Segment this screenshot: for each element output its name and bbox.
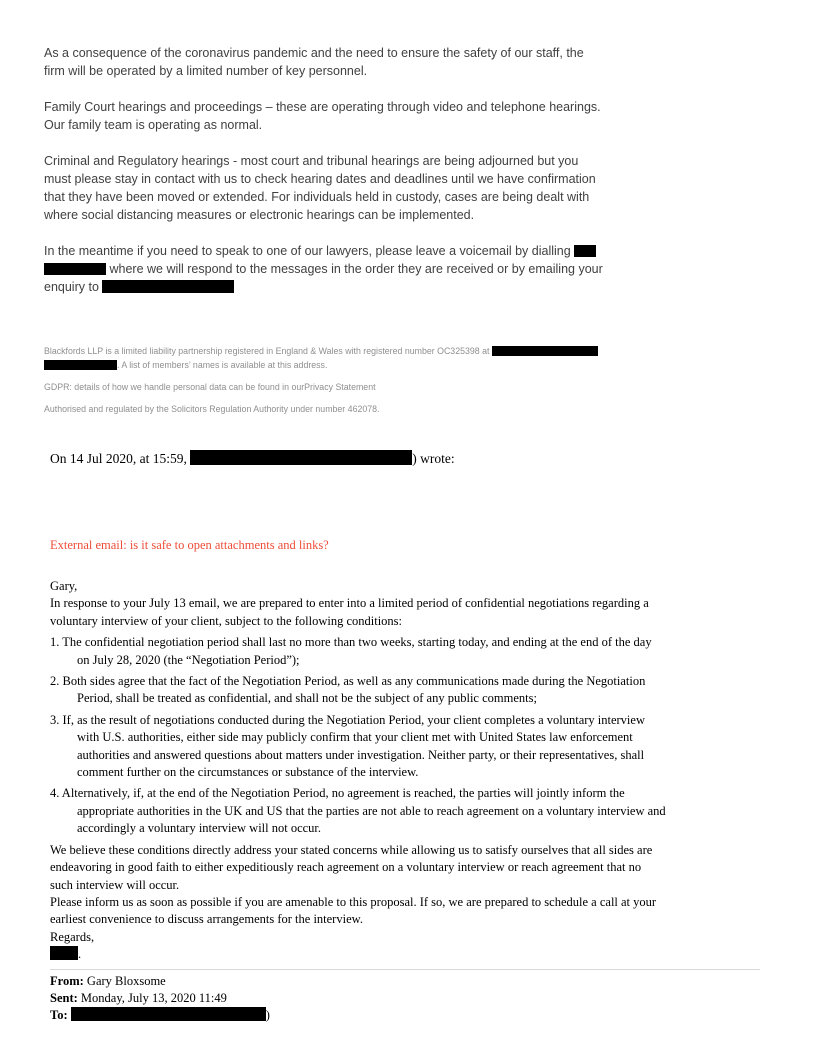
message-divider: [50, 969, 760, 970]
message-intro: Gary, In response to your July 13 email, we are prepared to enter into a limited period of confidential negotiations regarding a voluntary interview of your client, subject to the following conditions:: [50, 579, 649, 628]
notice-paragraph: Criminal and Regulatory hearings - most court and tribunal hearings are being adjourned but you must please stay in contact with us to check hearing dates and deadlines until we have confirmation that they have been moved or extended. For individuals held in custody, cases are being dealt with where social distancing measures or electronic hearings can be implemented.: [44, 154, 596, 222]
redaction-bar: [102, 280, 234, 293]
redaction-bar: [190, 450, 412, 465]
header-label: Sent:: [50, 990, 78, 1005]
legal-paragraph: Authorised and regulated by the Solicitors Regulation Authority under number 462078.: [44, 404, 380, 414]
notice-paragraph: In the meantime if you need to speak to one of our lawyers, please leave a voicemail by dialling where we will respond to the messages in the order they are received or by emailing your enquiry to: [44, 244, 603, 294]
redaction-bar: [50, 946, 78, 960]
redaction-bar: [492, 346, 598, 356]
numbered-condition: 3. If, as the result of negotiations conducted during the Negotiation Period, your client completes a voluntary interview with U.S. authorities, either side may publicly confirm that your client met with United States law enforcement authorities and answered questions about matters under investigation. Neither party, or their representatives, shall comment further on the circumstances or substance of the interview.: [50, 712, 645, 780]
numbered-conditions-list: [50, 634, 776, 837]
email-headers: From: Gary Bloxsome Sent: Monday, July 13, 2020 11:49 To: ): [50, 973, 270, 1023]
redaction-bar: [44, 360, 117, 370]
header-label: To:: [50, 1008, 68, 1023]
legal-paragraph: GDPR: details of how we handle personal data can be found in ourPrivacy Statement: [44, 382, 376, 392]
redaction-bar: [44, 263, 106, 275]
legal-footer-section: [44, 344, 776, 416]
message-closing: We believe these conditions directly address your stated concerns while allowing us to satisfy ourselves that all sides are endeavoring in good faith to either expeditiously reach agreement on a voluntary interview or reach agreement that no such interview will occur. Please inform us as soon as possible if you are amenable to this proposal. If so, we are prepared to schedule a call at your earliest convenience to discuss arrangements for the interview. Regards, .: [50, 842, 657, 962]
redaction-bar: [71, 1007, 266, 1021]
notice-paragraph: As a consequence of the coronavirus pandemic and the need to ensure the safety of our staff, the firm will be operated by a limited number of key personnel.: [44, 46, 584, 78]
notice-paragraph: Family Court hearings and proceedings – these are operating through video and telephone hearings. Our family team is operating as normal.: [44, 100, 601, 132]
numbered-condition: 1. The confidential negotiation period shall last no more than two weeks, starting today, and ending at the end of the day on July 28, 2020 (the “Negotiation Period”);: [50, 635, 652, 667]
quoted-message-body: [50, 578, 776, 964]
covid-notice-section: [44, 44, 776, 296]
header-label: From:: [50, 973, 84, 988]
external-email-warning: External email: is it safe to open attachments and links?: [50, 538, 329, 552]
numbered-condition: 2. Both sides agree that the fact of the Negotiation Period, as well as any communications made during the Negotiation Period, shall be treated as confidential, and shall not be the subject of any public comments;: [50, 674, 646, 706]
redaction-bar: [574, 245, 596, 257]
numbered-condition: 4. Alternatively, if, at the end of the Negotiation Period, no agreement is reached, the parties will jointly inform the appropriate authorities in the UK and US that the parties are not able to reach agreement on a voluntary interview and accordingly a voluntary interview will not occur.: [50, 786, 666, 836]
legal-paragraph: Blackfords LLP is a limited liability partnership registered in England & Wales with registered number OC325398 at . A list of members’ names is available at this address.: [44, 344, 776, 372]
quote-attribution: On 14 Jul 2020, at 15:59, ) wrote:: [50, 451, 455, 466]
